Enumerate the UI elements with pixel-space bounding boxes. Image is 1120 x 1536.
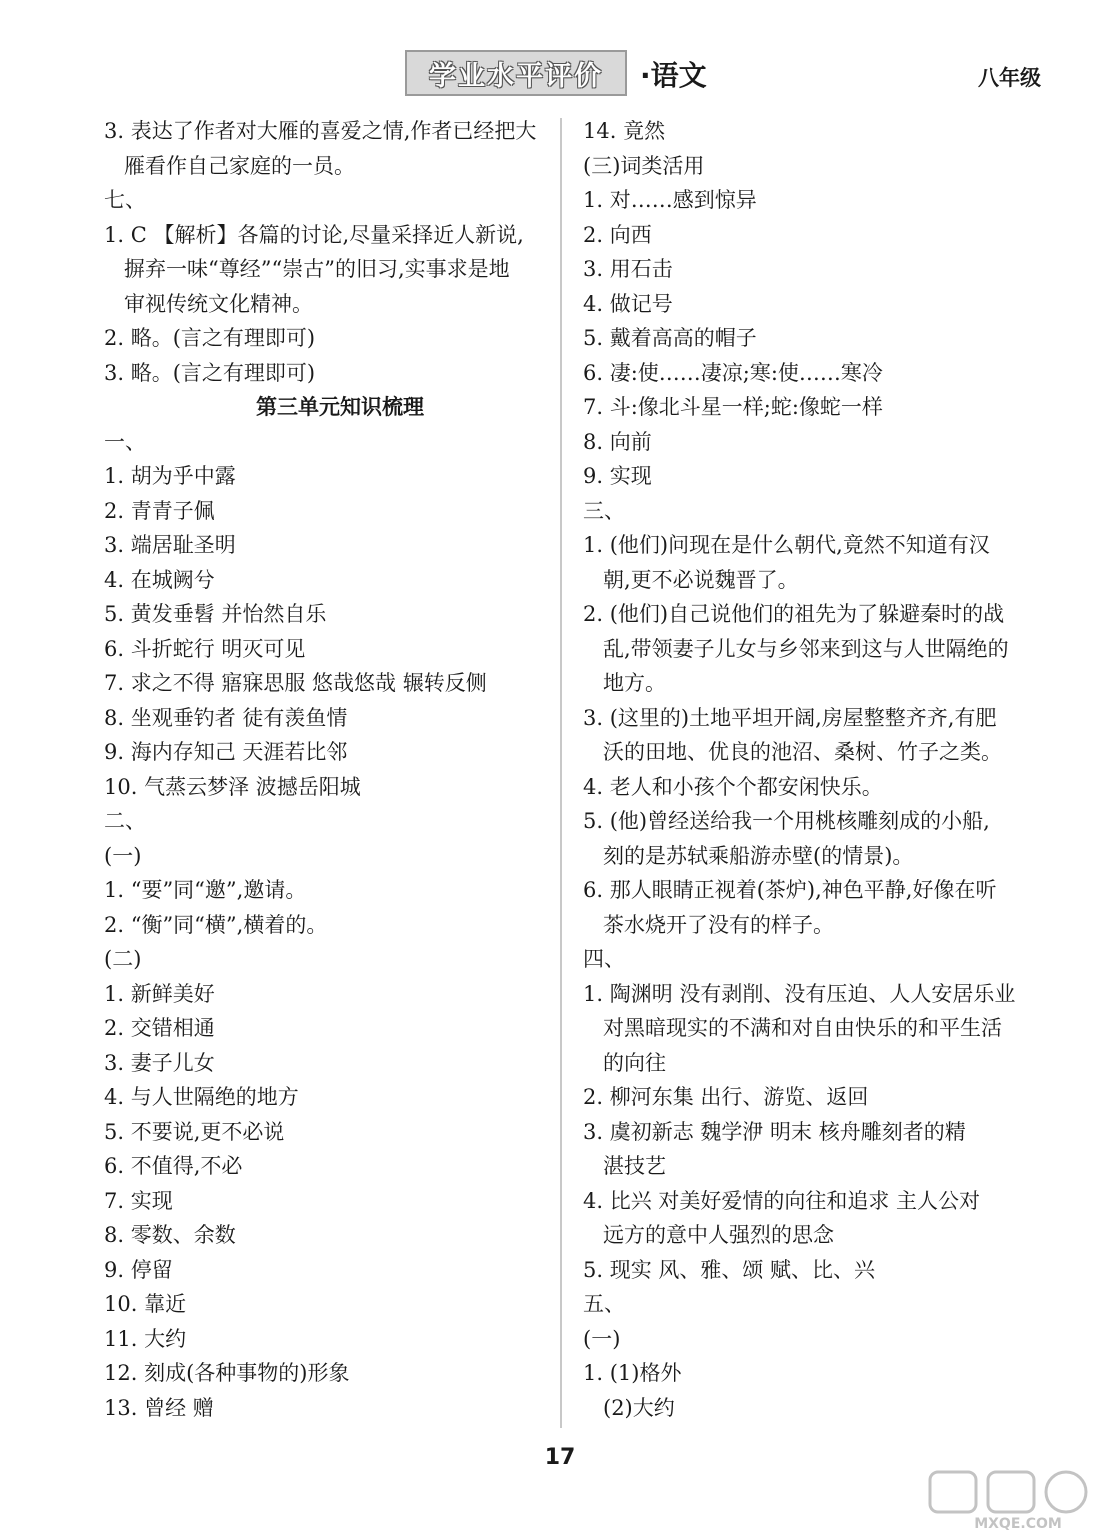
section-heading: 五、	[583, 1292, 625, 1316]
answer-line: 3. 虞初新志 魏学洢 明末 核舟雕刻者的精	[583, 1119, 966, 1144]
answer-line: 5. (他)曾经送给我一个用桃核雕刻成的小船,	[583, 809, 990, 833]
subsection-heading: (一)	[104, 843, 142, 868]
answer-line: 3. 用石击	[583, 257, 673, 281]
answer-line: 2. (他们)自己说他们的祖先为了躲避秦时的战	[583, 602, 1005, 626]
answer-line: 2. 青青子佩	[104, 498, 215, 523]
section-heading: 二、	[104, 809, 146, 833]
answer-line: 1. 胡为乎中露	[104, 464, 236, 488]
section-heading: 一、	[104, 429, 146, 454]
answer-line: 9. 海内存知己 天涯若比邻	[104, 740, 348, 764]
answer-line: 14. 竟然	[583, 119, 666, 143]
answer-line: 2. “衡”同“横”,横着的。	[104, 912, 328, 937]
answer-line: 5. 现实 风、雅、颂 赋、比、兴	[583, 1257, 876, 1282]
answer-line: 4. 老人和小孩个个都安闲快乐。	[583, 774, 883, 799]
answer-line: 6. 斗折蛇行 明灭可见	[104, 636, 306, 661]
subsection-heading: (一)	[583, 1326, 621, 1351]
answer-line: 6. 不值得,不必	[104, 1154, 243, 1178]
answer-line: 8. 向前	[583, 429, 652, 454]
grade-label: 八年级	[978, 66, 1041, 90]
answer-line: 朝,更不必说魏晋了。	[603, 567, 799, 592]
answer-line: 1. 陶渊明 没有剥削、没有压迫、人人安居乐业	[583, 981, 1016, 1006]
answer-line: 9. 实现	[583, 464, 652, 488]
answer-line: 13. 曾经 赠	[104, 1395, 214, 1420]
answer-line: 6. 那人眼睛正视着(茶炉),神色平静,好像在听	[583, 878, 997, 902]
answer-line: 的向往	[603, 1050, 666, 1075]
answer-line: 1. 对……感到惊异	[583, 188, 757, 212]
section-heading: 四、	[583, 947, 625, 971]
answer-line: 湛技艺	[603, 1154, 666, 1178]
column-divider	[560, 118, 562, 1428]
page-header	[0, 44, 1120, 104]
answer-line: 7. 求之不得 寤寐思服 悠哉悠哉 辗转反侧	[104, 671, 487, 695]
answer-line: 1. (1)格外	[583, 1361, 682, 1385]
answer-line: 8. 坐观垂钓者 徒有羡鱼情	[104, 705, 348, 730]
answer-line: 11. 大约	[104, 1326, 187, 1351]
answer-line: 5. 不要说,更不必说	[104, 1119, 285, 1144]
answer-line: 2. 柳河东集 出行、游览、返回	[583, 1085, 869, 1109]
answer-line: 3. 表达了作者对大雁的喜爱之情,作者已经把大	[104, 119, 537, 143]
subsection-heading: (三)词类活用	[583, 153, 705, 178]
answer-line: 6. 凄:使……凄凉;寒:使……寒冷	[583, 360, 883, 385]
answer-line: 乱,带领妻子儿女与乡邻来到这与人世隔绝的	[603, 636, 1009, 661]
answer-line: 摒弃一味“尊经”“崇古”的旧习,实事求是地	[124, 257, 510, 281]
answer-line: 远方的意中人强烈的思念	[603, 1223, 834, 1247]
answer-line: 5. 黄发垂髫 并怡然自乐	[104, 602, 327, 626]
section-heading: 三、	[583, 498, 625, 523]
right-column	[583, 114, 1035, 1425]
answer-line: 4. 做记号	[583, 291, 673, 316]
watermark-text: MXQE.COM	[974, 1516, 1062, 1532]
answer-line: 9. 停留	[104, 1257, 173, 1282]
subsection-heading: (二)	[104, 947, 142, 971]
answer-line: 沃的田地、优良的池沼、桑树、竹子之类。	[603, 740, 1002, 764]
answer-line: 5. 戴着高高的帽子	[583, 326, 757, 350]
answer-line: 2. 交错相通	[104, 1016, 215, 1040]
answer-line: 刻的是苏轼乘船游赤壁(的情景)。	[603, 843, 914, 868]
answer-line: 7. 斗:像北斗星一样;蛇:像蛇一样	[583, 395, 883, 419]
unit-title: 第三单元知识梳理	[256, 395, 424, 419]
answer-line: 雁看作自己家庭的一员。	[124, 153, 355, 178]
answer-line: 10. 靠近	[104, 1292, 187, 1316]
answer-line: 8. 零数、余数	[104, 1223, 236, 1247]
answer-line: 2. 向西	[583, 222, 652, 247]
answer-line: 3. (这里的)土地平坦开阔,房屋整整齐齐,有肥	[583, 705, 997, 730]
answer-line: 3. 妻子儿女	[104, 1050, 215, 1075]
series-title: 学业水平评价	[429, 60, 603, 92]
answer-line: 对黑暗现实的不满和对自由快乐的和平生活	[603, 1016, 1002, 1040]
answer-line: 3. 端居耻圣明	[104, 533, 236, 557]
answer-line: 地方。	[603, 671, 666, 695]
page-number: 17	[544, 1445, 576, 1470]
answer-line: 1. C 【解析】各篇的讨论,尽量采择近人新说,	[104, 222, 524, 247]
left-column	[104, 114, 556, 1425]
answer-line: 1. 新鲜美好	[104, 981, 215, 1006]
answer-line: 1. “要”同“邀”,邀请。	[104, 878, 307, 902]
subject-label: ·语文	[640, 59, 707, 92]
series-title-box	[405, 50, 627, 96]
section-heading: 七、	[104, 188, 146, 212]
answer-line: 4. 比兴 对美好爱情的向往和追求 主人公对	[583, 1188, 981, 1213]
watermark-logo	[928, 1468, 1108, 1532]
answer-line: 7. 实现	[104, 1188, 173, 1213]
answer-line: 4. 与人世隔绝的地方	[104, 1085, 299, 1109]
answer-line: (2)大约	[603, 1395, 675, 1420]
answer-line: 3. 略。(言之有理即可)	[104, 360, 316, 385]
answer-line: 2. 略。(言之有理即可)	[104, 326, 316, 350]
answer-line: 12. 刻成(各种事物的)形象	[104, 1361, 350, 1385]
answer-line: 审视传统文化精神。	[124, 291, 313, 316]
answer-line: 1. (他们)问现在是什么朝代,竟然不知道有汉	[583, 533, 990, 557]
answer-line: 茶水烧开了没有的样子。	[603, 912, 834, 937]
answer-line: 10. 气蒸云梦泽 波撼岳阳城	[104, 774, 361, 799]
answer-line: 4. 在城阙兮	[104, 567, 215, 592]
